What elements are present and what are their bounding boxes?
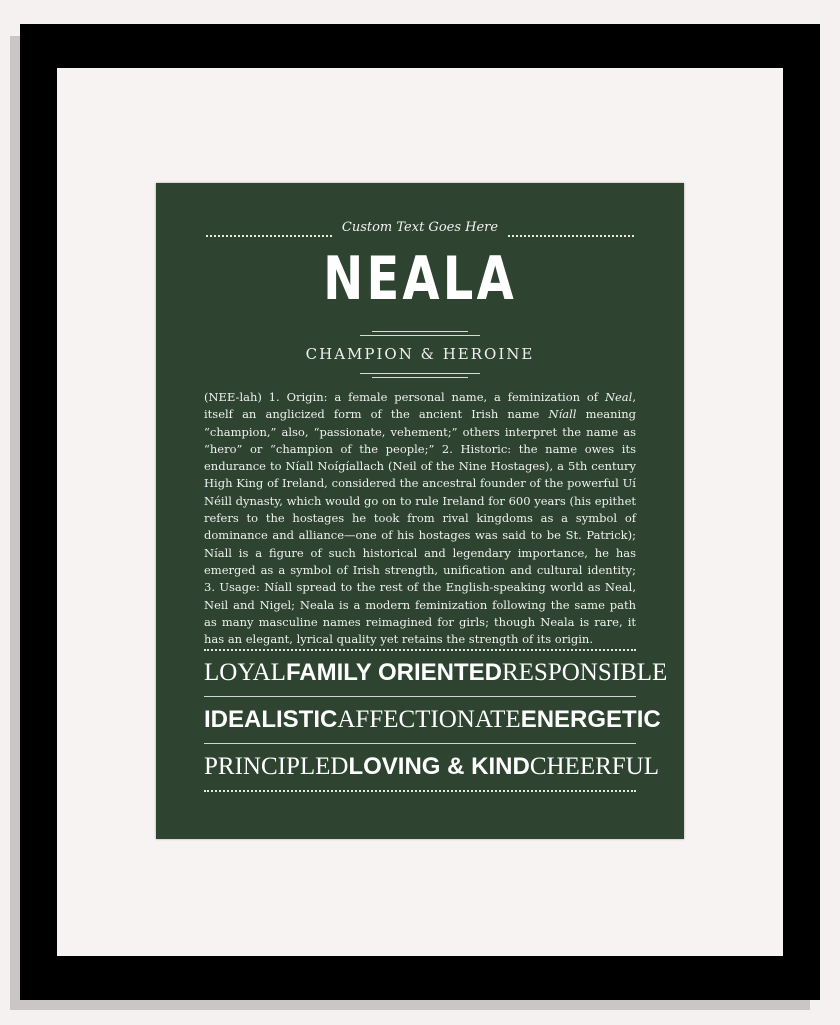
- trait-row-3: [204, 749, 659, 785]
- custom-text: Custom Text Goes Here: [341, 220, 499, 235]
- dotted-line-traits-bottom: [204, 790, 636, 792]
- trait: LOVING & KIND: [348, 753, 530, 780]
- trait-row-1: [204, 655, 668, 691]
- picture-frame: [20, 24, 820, 1000]
- name-definition: [204, 389, 636, 648]
- dotted-line-left: [206, 235, 332, 237]
- name-poster: [156, 183, 684, 839]
- definition-text: (NEE-lah) 1. Origin: a female personal name, a feminization of Neal, itself an anglicized form of the ancient Irish name Níall meaning “champion,” also, “passionate, vehement;” others interpret the name as “hero” or “champion of the people;” 2. Historic: the name owes its endurance to Níall Noígíallach (Neil of the Nine Hostages), a 5th century High King of Ireland, considered the ancestral founder of the powerful Uí Néill dynasty, which would go on to rule Ireland for 600 years (his epithet refers to the hostages he took from rival kingdoms as a symbol of dominance and alliance—one of his hostages was said to be St. Patrick); Níall is a figure of such historical and legendary importance, he has emerged as a symbol of Irish strength, unification and cultural identity; 3. Usage: Níall spread to the rest of the English-speaking world as Neal, Neil and Nigel; Neala is a modern feminization following the same path as many masculine names reimagined for girls; though Neala is rare, it has an elegant, lyrical quality yet retains the strength of its origin.: [204, 390, 636, 647]
- dotted-line-traits-top: [204, 649, 636, 651]
- trait: FAMILY ORIENTED: [285, 659, 502, 686]
- dotted-line-right: [508, 235, 634, 237]
- trait: CHEERFUL: [529, 753, 659, 780]
- divider-rule: [372, 377, 468, 378]
- trait: LOYAL: [204, 659, 286, 686]
- trait: PRINCIPLED: [204, 753, 349, 780]
- divider-rule: [360, 373, 480, 374]
- divider-rule: [360, 335, 480, 336]
- divider-rule: [372, 331, 468, 332]
- trait-row-2: [204, 702, 661, 738]
- trait: RESPONSIBLE: [501, 659, 668, 686]
- trait: AFFECTIONATE: [337, 706, 521, 733]
- name-meaning: CHAMPION & HEROINE: [305, 345, 535, 363]
- trait-row-rule: [204, 696, 636, 697]
- trait-row-rule: [204, 743, 636, 744]
- trait: ENERGETIC: [520, 706, 661, 733]
- poster-name: NEALA: [323, 244, 517, 314]
- trait: IDEALISTIC: [204, 706, 338, 733]
- frame-mat: [57, 68, 783, 956]
